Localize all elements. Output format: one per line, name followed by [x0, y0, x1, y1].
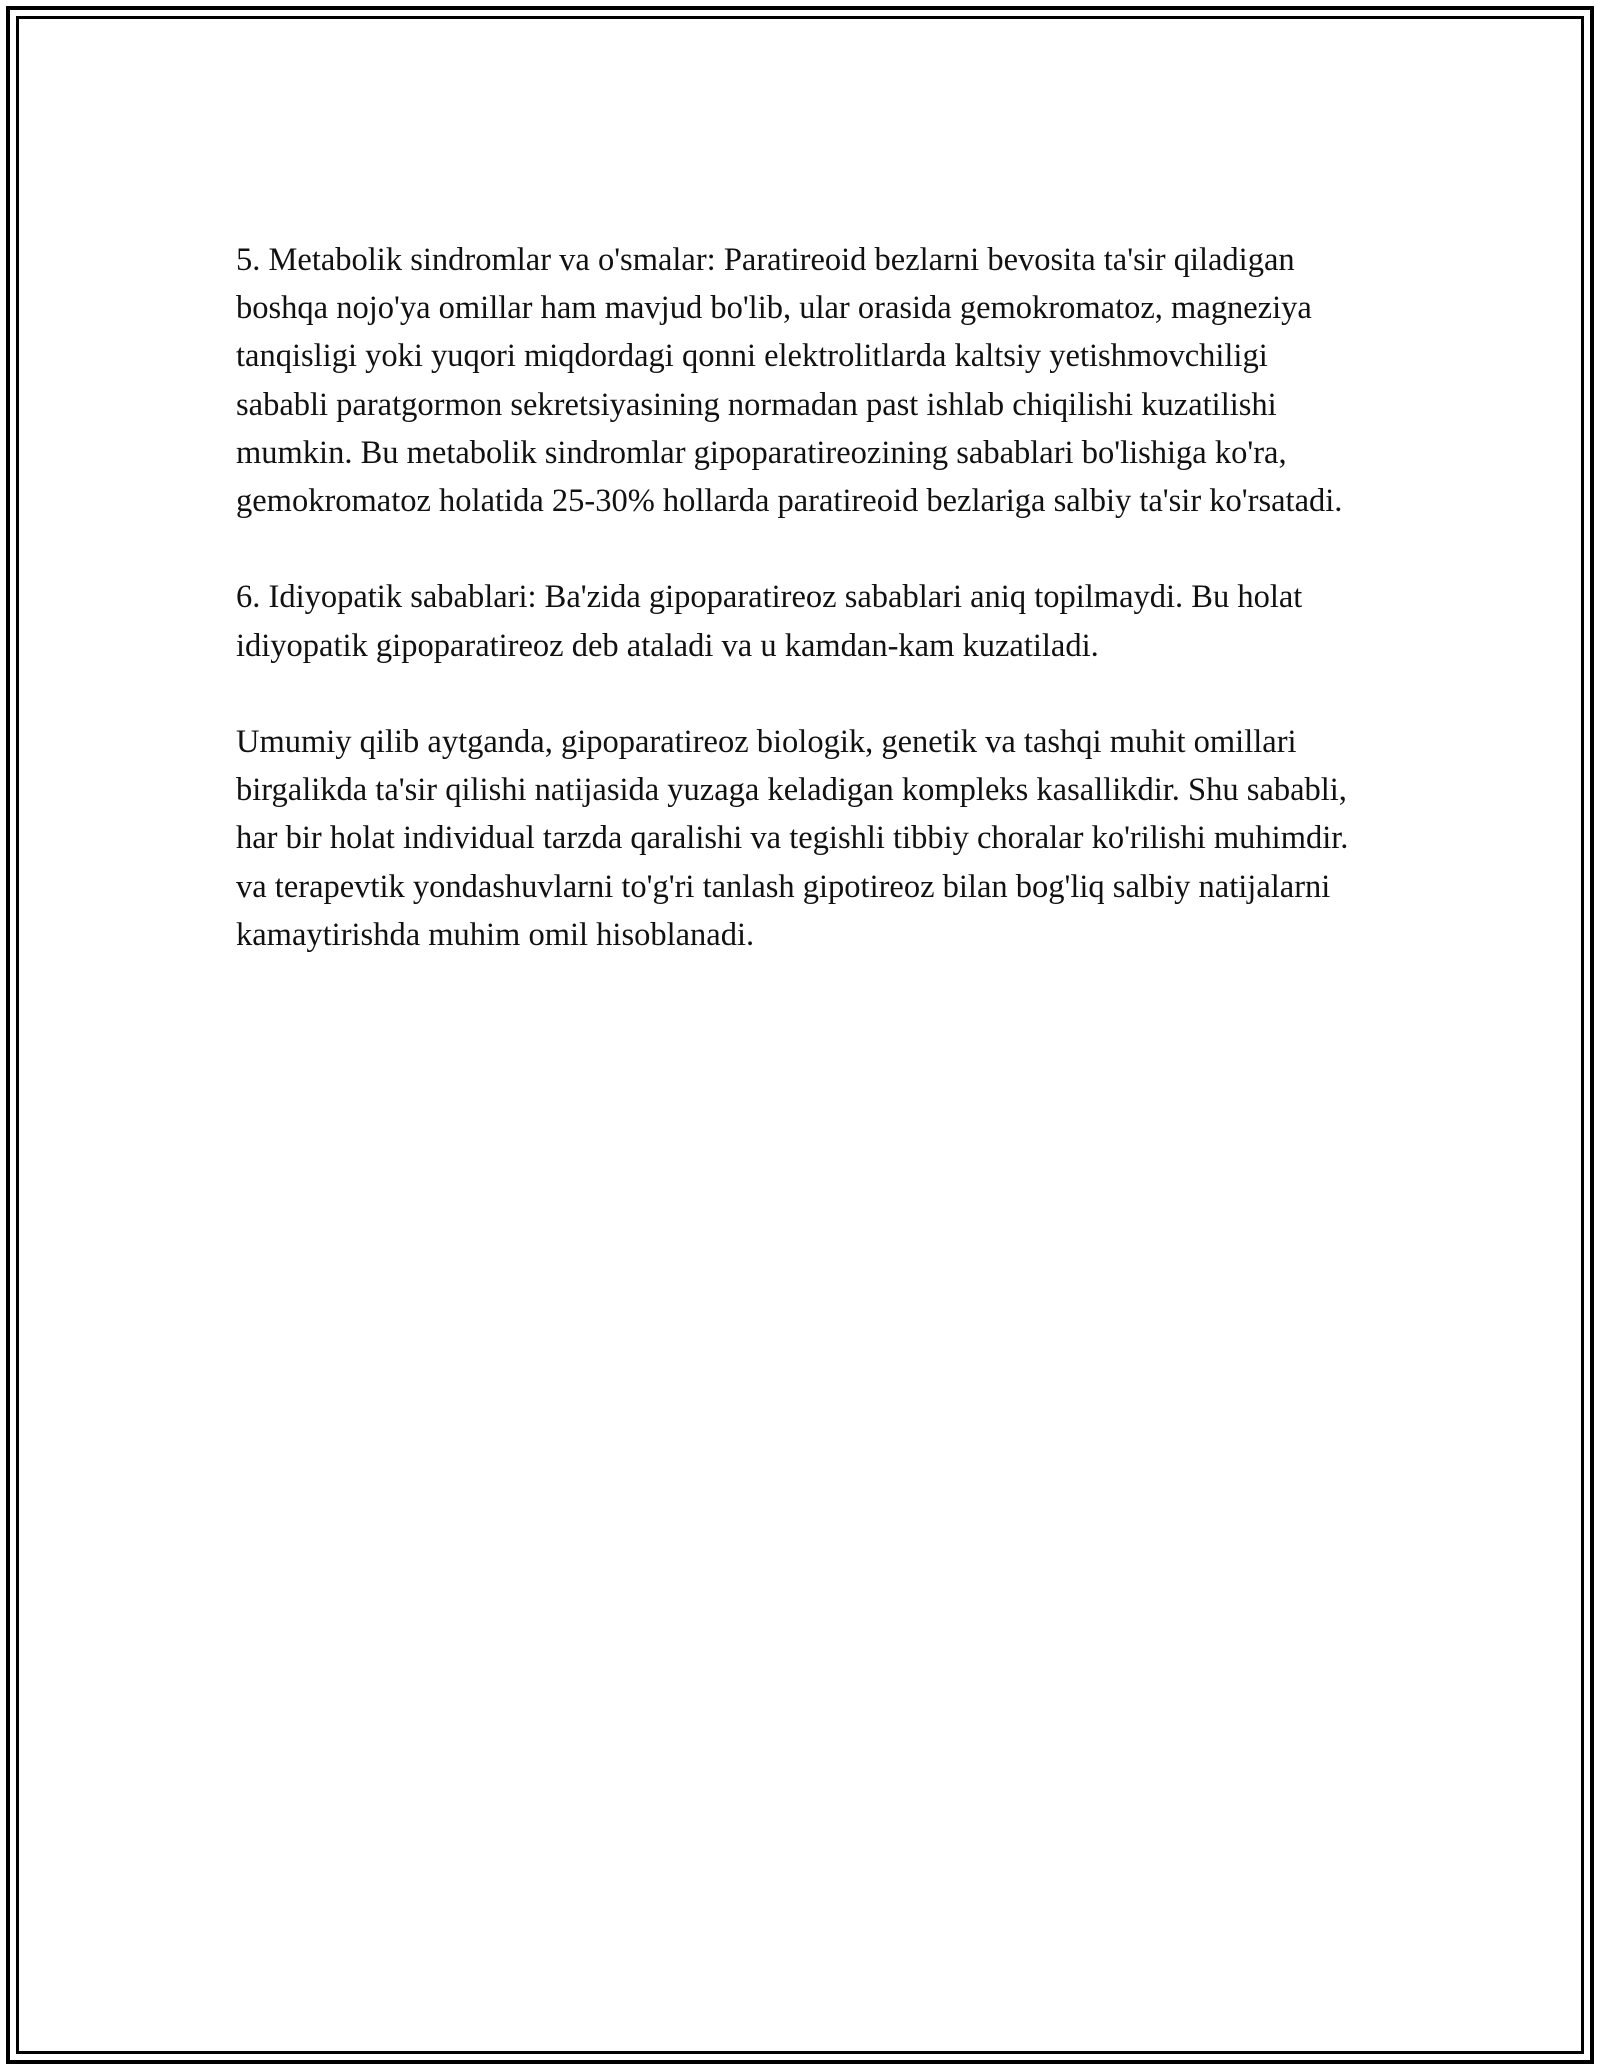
paragraph-idiopathic-causes: 6. Idiyopatik sabablari: Ba'zida gipoparatireoz sabablari aniq topilmaydi. Bu holat idiyopatik gipoparatireoz deb ataladi va u kamdan-kam kuzatiladi. — [236, 579, 1303, 664]
document-body — [236, 236, 1366, 1007]
paragraph-conclusion: Umumiy qilib aytganda, gipoparatireoz biologik, genetik va tashqi muhit omillari birgalikda ta'sir qilishi natijasida yuzaga keladigan kompleks kasallikdir. Shu sababli, har bir holat individual tarzda qaralishi va tegishli tibbiy choralar ko'rilishi muhimdir. va terapevtik yondashuvlarni to'g'ri tanlash gipotireoz bilan bog'liq salbiy natijalarni kamaytirishda muhim omil hisoblanadi. — [236, 724, 1349, 953]
paragraph-metabolic-syndromes: 5. Metabolik sindromlar va o'smalar: Paratireoid bezlarni bevosita ta'sir qiladigan boshqa nojo'ya omillar ham mavjud bo'lib, ular orasida gemokromatoz, magneziya tanqisligi yoki yuqori miqdordagi qonni elektrolitlarda kaltsiy yetishmovchiligi sababli paratgormon sekretsiyasining normadan past ishlab chiqilishi kuzatilishi mumkin. Bu metabolik sindromlar gipoparatireozining sabablari bo'lishiga ko'ra, gemokromatoz holatida 25-30% hollarda paratireoid bezlariga salbiy ta'sir ko'rsatadi. — [236, 242, 1343, 520]
